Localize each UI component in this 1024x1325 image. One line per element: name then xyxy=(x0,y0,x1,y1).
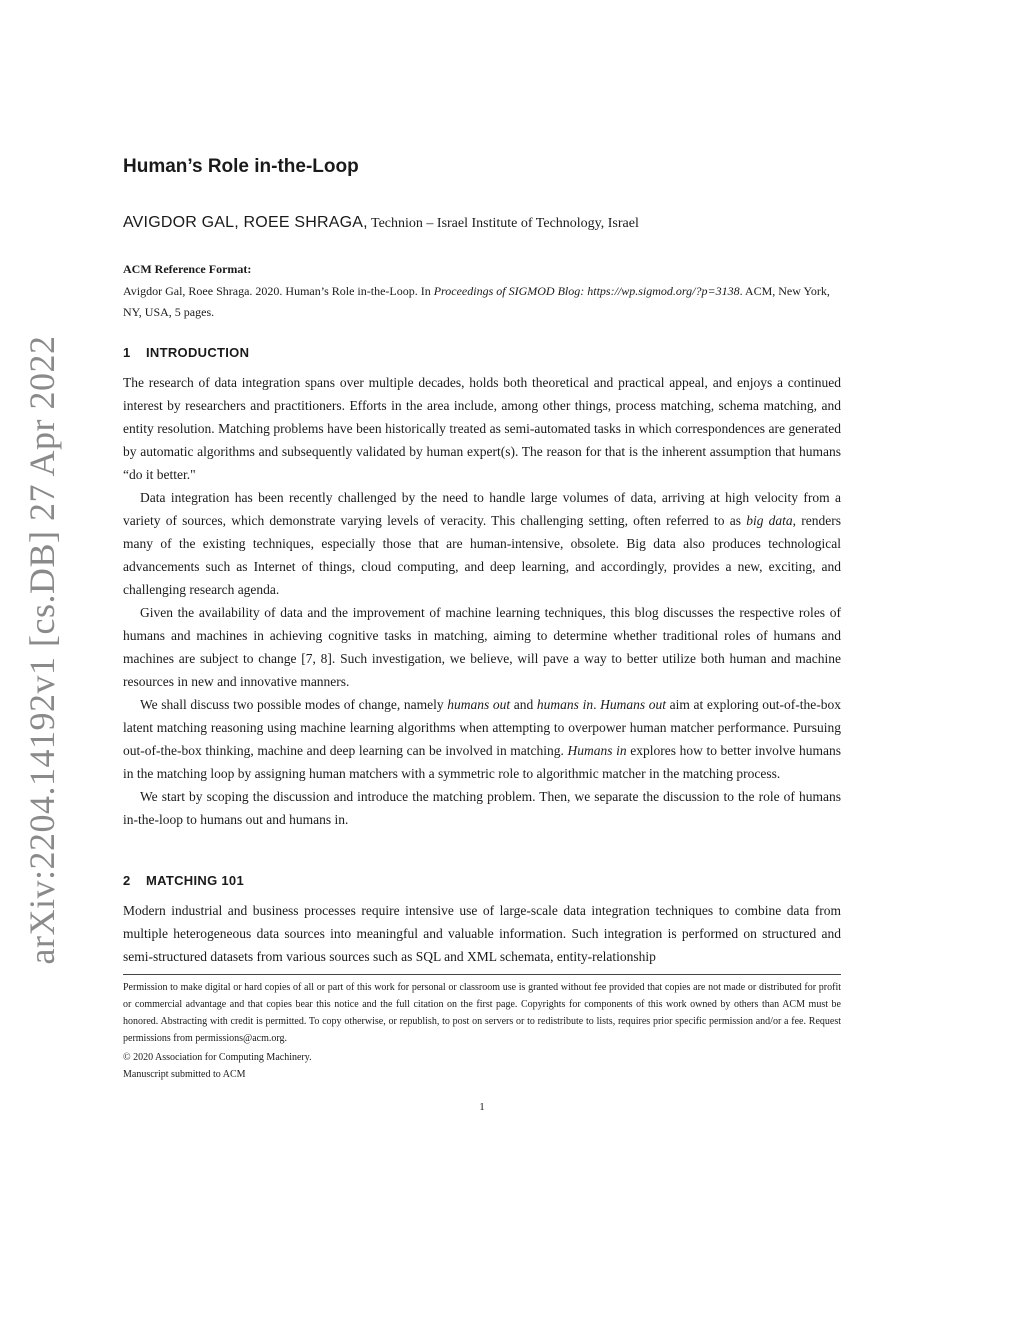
section-title: INTRODUCTION xyxy=(146,345,250,360)
section-heading-introduction xyxy=(123,345,249,360)
introduction-body xyxy=(123,371,841,831)
page-number: 1 xyxy=(479,1101,485,1113)
paragraph: Modern industrial and business processes require intensive use of large-scale data integration techniques to combine data from multiple heterogeneous data sources into meaningful and valuable information. Such integration is performed on structured and semi-structured datasets from various sources such as SQL and XML schemata, entity-relationship xyxy=(123,903,841,964)
section-number: 2 xyxy=(123,873,131,888)
emphasis: humans in xyxy=(536,697,594,712)
paragraph: We start by scoping the discussion and introduce the matching problem. Then, we separate the discussion to the role of humans in-the-loop to humans out and humans in. xyxy=(123,789,841,827)
footnote-divider xyxy=(123,974,841,975)
section-number: 1 xyxy=(123,345,131,360)
permission-footer xyxy=(123,979,841,1083)
section-heading-matching xyxy=(123,873,244,888)
copyright-notice: © 2020 Association for Computing Machinery. xyxy=(123,1052,312,1063)
paragraph: Data integration has been recently challenged by the need to handle large volumes of data, arriving at high velocity from a variety of sources, which demonstrate varying levels of veracity. This challenging setting, often referred to as big data, renders many of the existing techniques, especially those that are human-intensive, obsolete. Big data also produces technological advancements such as Internet of things, cloud computing, and deep learning, and accordingly, provides a new, exciting, and challenging research agenda. xyxy=(123,490,841,597)
paragraph: Given the availability of data and the improvement of machine learning techniques, this blog discusses the respective roles of humans and machines in achieving cognitive tasks in matching, aiming to determine whether traditional roles of humans and machines are subject to change [7, 8]. Such investigation, we believe, will pave a way to better utilize both human and machine resources in new and innovative manners. xyxy=(123,605,841,689)
reference-venue: Proceedings of SIGMOD Blog: https://wp.sigmod.org/?p=3138 xyxy=(433,284,740,298)
arxiv-identifier: arXiv:2204.14192v1 [cs.DB] 27 Apr 2022 xyxy=(22,335,62,965)
paper-title: Human’s Role in-the-Loop xyxy=(123,156,359,177)
emphasis: Humans in xyxy=(567,743,627,758)
permission-notice: Permission to make digital or hard copies of all or part of this work for personal or classroom use is granted without fee provided that copies are not made or distributed for profit or commercial advantage and that copies bear this notice and the full citation on the first page. Copyrights for components of this work owned by others than ACM must be honored. Abstracting with credit is permitted. To copy otherwise, or republish, to post on servers or to redistribute to lists, requires prior specific permission and/or a fee. Request permissions from permissions@acm.org. xyxy=(123,982,841,1044)
author-line xyxy=(123,214,639,232)
reference-format-text xyxy=(123,281,841,323)
section-title: MATCHING 101 xyxy=(146,873,244,888)
manuscript-notice: Manuscript submitted to ACM xyxy=(123,1069,246,1080)
paragraph: We shall discuss two possible modes of change, namely humans out and humans in. Humans out aim at exploring out-of-the-box latent matching reasoning using machine learning algorithms when attempting to overpower human matcher performance. Pursuing out-of-the-box thinking, machine and deep learning can be involved in matching. Humans in explores how to better involve humans in the matching loop by assigning human matchers with a symmetric role to algorithmic matcher in the matching process. xyxy=(123,697,842,781)
paragraph: The research of data integration spans over multiple decades, holds both theoretical and practical appeal, and enjoys a continued interest by researchers and practitioners. Efforts in the area include, among other things, process matching, schema matching, and entity resolution. Matching problems have been historically treated as semi-automated tasks in which correspondences are generated by automatic algorithms and subsequently validated by human expert(s). The reason for that is the inherent assumption that humans “do it better." xyxy=(123,375,841,482)
reference-text-end: . ACM, New York, NY, USA, 5 pages. xyxy=(123,284,830,319)
author-names: AVIGDOR GAL, ROEE SHRAGA, xyxy=(123,214,368,231)
emphasis: humans out xyxy=(447,697,511,712)
author-affiliation: Technion – Israel Institute of Technology, Israel xyxy=(367,216,639,231)
emphasis: big data xyxy=(746,513,793,528)
reference-text-start: Avigdor Gal, Roee Shraga. 2020. Human’s Role in-the-Loop. In xyxy=(123,284,434,298)
reference-format-heading: ACM Reference Format: xyxy=(123,262,252,276)
emphasis: Humans out xyxy=(600,697,666,712)
matching-body xyxy=(123,899,841,968)
